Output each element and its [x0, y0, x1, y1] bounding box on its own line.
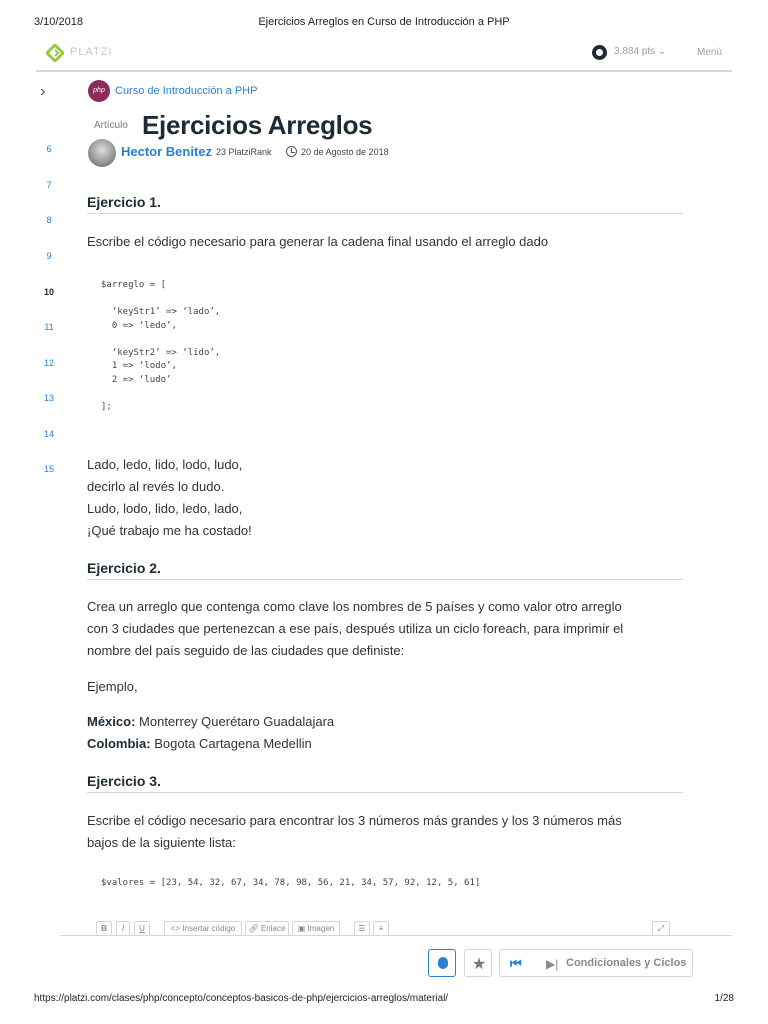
example-cities: Monterrey Querétaro Guadalajara [139, 714, 335, 729]
course-link[interactable]: Curso de Introducción a PHP [115, 85, 258, 97]
poem-line: ¡Qué trabajo me ha costado! [87, 523, 252, 538]
underline-button[interactable]: U [134, 921, 150, 935]
exercise-3-code: $valores = [23, 54, 32, 67, 34, 78, 98, 56, 21, 34, 57, 92, 12, 5, 61] [101, 878, 481, 888]
exercise-3-text [87, 810, 683, 854]
line-number-current[interactable]: 10 [43, 287, 54, 297]
link-button[interactable] [245, 921, 289, 935]
code-line: 2 => ‘ludo’ [101, 374, 172, 385]
page-title: Ejercicios Arreglos [142, 110, 373, 140]
poem-line: Lado, ledo, lido, lodo, ludo, [87, 457, 243, 472]
next-class-icon[interactable]: ▶| [546, 957, 559, 971]
php-badge-icon: php [88, 80, 110, 102]
exercise-3-heading: Ejercicio 3. [87, 773, 683, 793]
author-row [88, 139, 488, 167]
exercise-1-code [101, 279, 220, 414]
favorite-button[interactable] [464, 949, 492, 977]
example-row [87, 711, 683, 733]
italic-button[interactable]: I [116, 921, 130, 935]
image-label: Imagen [307, 924, 335, 933]
exercise-2-example-label: Ejemplo, [87, 679, 138, 694]
print-title: Ejercicios Arreglos en Curso de Introducción a PHP [258, 16, 510, 28]
article-type-label: Artículo [94, 120, 128, 131]
bullet-list-icon[interactable]: ☰ [354, 921, 370, 935]
text-line: nombre del país seguido de las ciudades que definiste: [87, 643, 405, 658]
expand-icon[interactable]: ⤢ [652, 921, 670, 935]
code-line: $arreglo = [ [101, 280, 167, 290]
link-label: Enlace [260, 924, 286, 933]
author-name-link[interactable]: Hector Benitez [121, 144, 213, 159]
text-line: con 3 ciudades que pertenezcan a ese país, después utiliza un ciclo foreach, para imprimir el [87, 621, 624, 636]
exercise-1-poem [87, 454, 683, 542]
previous-class-icon[interactable]: ⏮ [510, 956, 522, 971]
text-line: Escribe el código necesario para encontrar los 3 números más grandes y los 3 números más [87, 813, 622, 828]
poem-line: decirlo al revés lo dudo. [87, 479, 225, 494]
top-bar [36, 36, 732, 72]
editor-divider [60, 935, 732, 936]
avatar[interactable] [88, 139, 116, 167]
print-date: 3/10/2018 [34, 16, 83, 28]
code-line: ‘keyStr2’ => ‘lido’, [101, 347, 221, 358]
line-number[interactable]: 7 [46, 180, 52, 190]
code-line: ]; [101, 401, 112, 412]
print-header [0, 16, 768, 32]
print-url: https://platzi.com/clases/php/concepto/conceptos-basicos-de-php/ejercicios-arreglos/material/ [34, 993, 449, 1004]
line-number[interactable]: 15 [43, 464, 54, 474]
points-dropdown[interactable] [614, 46, 666, 57]
publish-date: 20 de Agosto de 2018 [301, 147, 389, 157]
code-line [101, 333, 220, 347]
insert-code-button[interactable]: <> Insertar código [164, 921, 242, 935]
example-row [87, 733, 683, 755]
points-value: 3.884 pts [614, 46, 656, 57]
print-footer [0, 993, 768, 1009]
bug-icon [438, 957, 448, 969]
chevron-down-icon: ⌄ [657, 46, 667, 57]
text-line: Crea un arreglo que contenga como clave los nombres de 5 países y como valor otro arreglo [87, 599, 622, 614]
link-icon: 🔗︎ [248, 924, 259, 933]
report-bug-button[interactable] [428, 949, 456, 977]
code-line [101, 387, 220, 401]
image-button[interactable] [292, 921, 340, 935]
image-icon: ▣ [297, 924, 306, 933]
code-line [101, 293, 220, 307]
chevron-right-icon[interactable]: › [40, 83, 46, 100]
poem-line: Ludo, lodo, lido, ledo, lado, [87, 501, 243, 516]
platzi-logo-icon[interactable] [46, 44, 64, 62]
example-country: Colombia: [87, 736, 151, 751]
line-number[interactable]: 8 [46, 215, 52, 225]
example-country: México: [87, 714, 136, 729]
star-icon: ★ [471, 956, 487, 973]
code-line: 1 => ‘lodo’, [101, 361, 177, 371]
line-number[interactable]: 13 [43, 393, 54, 403]
clock-icon [286, 146, 297, 157]
example-cities: Bogota Cartagena Medellin [154, 736, 312, 751]
points-icon [592, 45, 607, 60]
bold-button[interactable]: B [96, 921, 112, 935]
platzi-rank: 23 PlatziRank [216, 147, 272, 157]
line-number[interactable]: 9 [46, 251, 52, 261]
menu-button[interactable]: Menú [696, 47, 722, 58]
next-class-link[interactable]: Condicionales y Ciclos [566, 957, 687, 969]
numbered-list-icon[interactable]: ≡ [373, 921, 389, 935]
line-number[interactable]: 12 [43, 358, 54, 368]
exercise-2-text [87, 596, 683, 662]
line-number[interactable]: 14 [43, 429, 54, 439]
logo-text: PLATZI [70, 46, 113, 58]
class-navigation [499, 949, 693, 977]
code-line: 0 => ‘ledo’, [101, 320, 177, 331]
exercise-2-heading: Ejercicio 2. [87, 560, 683, 580]
print-page-number: 1/28 [714, 993, 734, 1004]
exercise-1-text: Escribe el código necesario para generar la cadena final usando el arreglo dado [87, 234, 549, 249]
comment-editor-toolbar [96, 921, 672, 935]
exercise-2-examples [87, 711, 683, 755]
code-line: ‘keyStr1’ => ‘lado’, [101, 307, 221, 317]
exercise-1-heading: Ejercicio 1. [87, 194, 683, 214]
line-number[interactable]: 6 [46, 144, 52, 154]
line-number[interactable]: 11 [44, 322, 54, 332]
text-line: bajos de la siguiente lista: [87, 835, 236, 850]
